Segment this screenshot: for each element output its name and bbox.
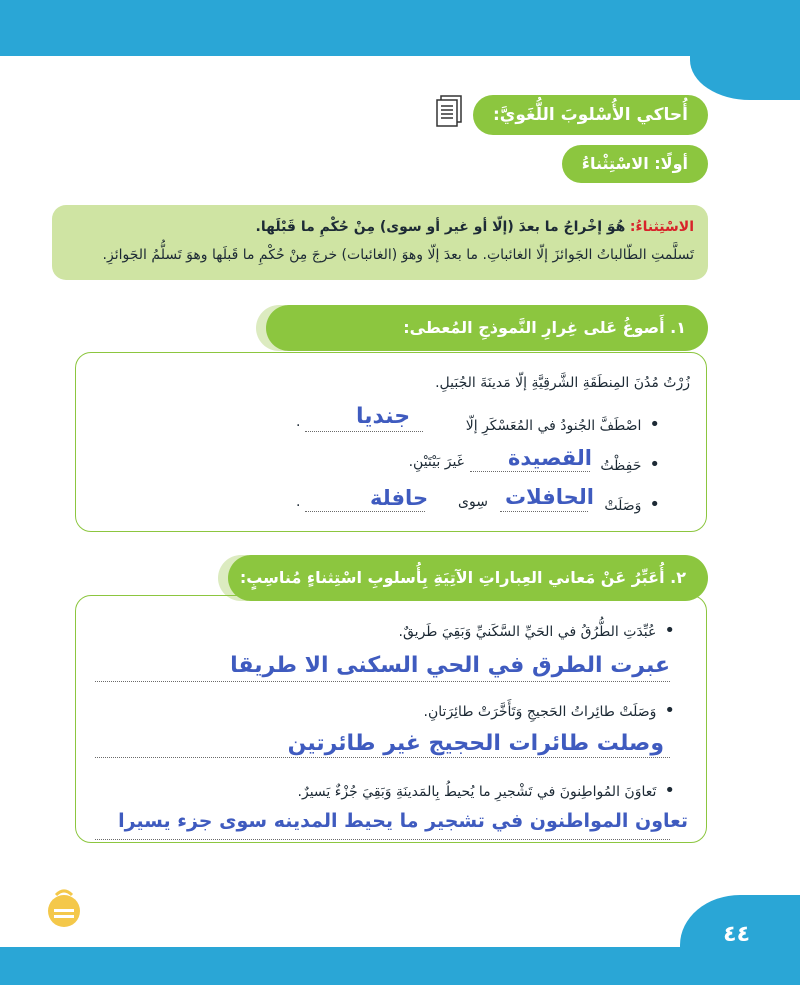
exercise1-item3-prefix — [604, 494, 660, 515]
exercise1-item1-prefix — [466, 414, 660, 435]
exercise1-model: زُرْتُ مُدُنَ المِنطَقَةِ الشَّرقِيَّةِ إلّا مَدينَةَ الجُبَيلِ. — [435, 375, 690, 391]
definition-line — [66, 213, 694, 241]
item3-prefix-text: وَصَلَتْ — [604, 498, 642, 514]
definition-box — [52, 205, 708, 280]
publisher-logo-icon — [42, 885, 86, 931]
exercise2-item3-answer: تعاون المواطنون في تشجير ما يحيط المدينه سوى جزء يسيرا — [118, 810, 688, 832]
exercise2-item2-answer: وصلت طائرات الحجيج غير طائرتين — [287, 731, 664, 756]
answer-line — [305, 510, 425, 512]
exercise2-item1-prompt — [399, 620, 675, 641]
item1-prefix-text: اصْطَفَّ الجُنودُ في المُعَسْكَرِ إلّا — [465, 418, 642, 434]
top-decorative-band — [0, 0, 800, 56]
item2-prompt-text: وَصَلَتْ طائِراتُ الحَجيجِ وَتَأَخَّرَتْ طائِرَتانِ. — [423, 704, 657, 720]
answer-line — [95, 838, 670, 840]
exercise1-item3-suffix: . — [296, 494, 301, 510]
page-number: ٤٤ — [723, 922, 750, 947]
document-icon — [433, 94, 465, 128]
exercise1-item2-answer: القصيدة — [508, 446, 592, 470]
definition-text: هُوَ إخْراجُ ما بعدَ (إلّا أو غير أو سوى) مِنْ حُكْمِ ما قَبْلَها. — [255, 219, 626, 235]
exercise1-item3-answer2: حافلة — [370, 486, 429, 510]
top-corner-decoration — [690, 0, 800, 100]
exercise1-item2-prefix — [600, 454, 660, 475]
exercise2-instruction: ٢. أُعَبِّرُ عَنْ مَعاني العِباراتِ الآتِيَةِ بِأُسلوبِ اسْتِثناءٍ مُناسِبٍ: — [228, 555, 708, 601]
exercise1-item1-suffix: . — [296, 414, 301, 430]
example-sentence: تَسلَّمتِ الطّالباتُ الجَوائزَ إلّا الغائباتِ. ما بعدَ إلّا وهوَ (الغائبات) خرجَ مِنْ حُكْمِ ما قَبلَها وهوَ تَسلُّمُ الجَوائزِ. — [102, 247, 694, 263]
exercise1-item1-answer: جنديا — [356, 404, 411, 429]
answer-line — [95, 756, 670, 758]
section-subtitle: أولًا: الاسْتِثْناءُ — [562, 145, 708, 183]
exercise1-item3-middle: سِوى — [458, 494, 488, 510]
definition-term: الاسْتِثناءُ: — [629, 219, 694, 235]
exercise2-item1-answer: عبرت الطرق في الحي السكنى الا طريقا — [230, 653, 670, 678]
item2-prefix-text: حَفِظْتُ — [600, 458, 642, 474]
exercise1-item3-answer1: الحافلات — [505, 485, 594, 509]
answer-line — [500, 510, 588, 512]
answer-line — [470, 470, 590, 472]
lesson-title: أُحاكي الأُسْلوبَ اللُّغَويَّ: — [473, 95, 708, 135]
item1-prompt-text: عُبِّدَتِ الطُّرُقُ في الحَيِّ السَّكَنيِّ وَبَقِيَ طَريقٌ. — [398, 624, 657, 640]
exercise1-instruction: ١. أَصوغُ عَلى غِرارِ النَّموذجِ المُعطى: — [266, 305, 708, 351]
item3-prompt-text: تَعاوَنَ المُواطِنونَ في تَشْجيرِ ما يُحيطُ بِالمَدينَةِ وَبَقِيَ جُزْءٌ يَسيرٌ. — [297, 784, 657, 800]
exercise2-item3-prompt — [298, 780, 675, 801]
answer-line — [305, 430, 423, 432]
exercise1-item2-middle: غَيرَ بَيْتَيْنِ. — [408, 454, 464, 470]
exercise2-item2-prompt — [424, 700, 675, 721]
answer-line — [95, 680, 670, 682]
